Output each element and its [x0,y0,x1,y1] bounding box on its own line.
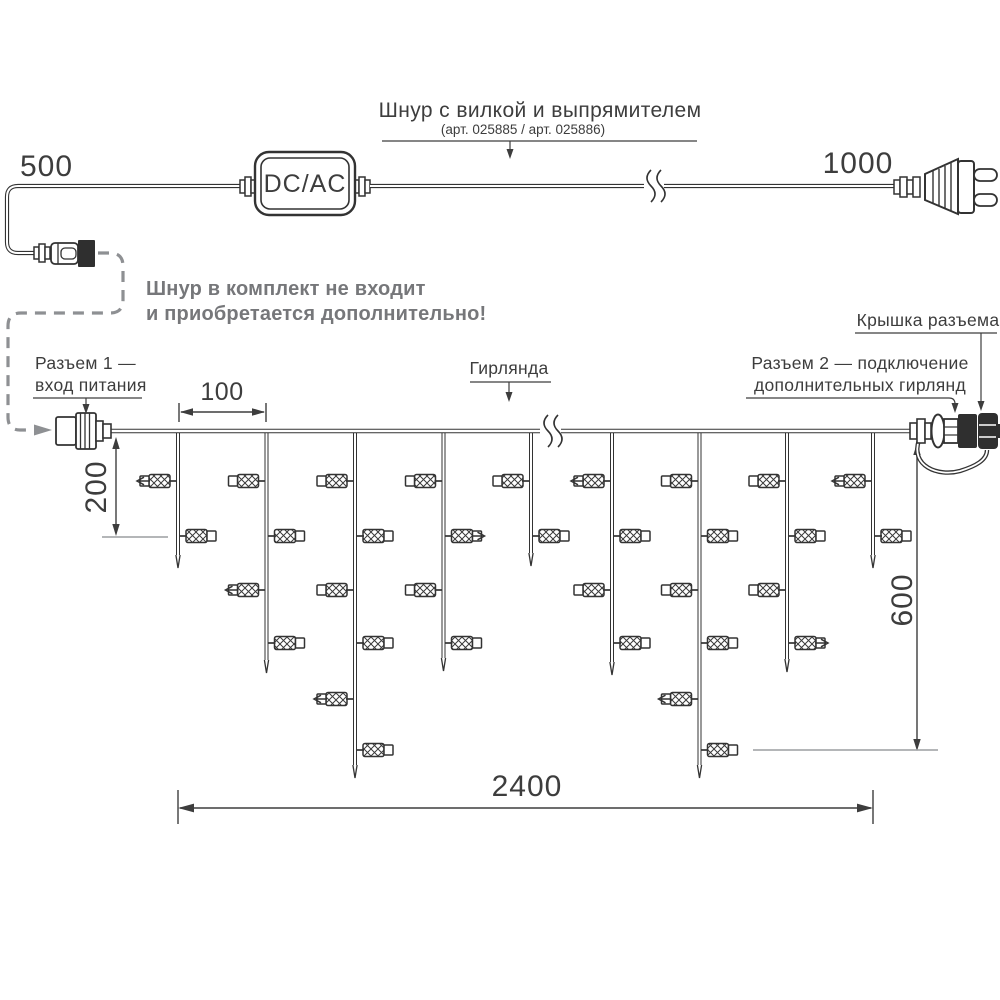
lamp-icon [671,475,692,488]
dimension-100 [179,378,266,422]
leader-arrow-icon [978,401,985,411]
dashed-arrow-icon [34,425,52,436]
lamp-cap [641,531,650,541]
note-line2: и приобретается дополнительно! [146,303,487,325]
cord-length-left: 500 [20,150,74,183]
lamp-cap [229,476,238,486]
connector2-label-line2: дополнительных гирлянд [753,375,967,395]
lamp-icon [186,530,207,543]
drop-tip [785,659,789,672]
lamp-icon [758,475,779,488]
lamp-icon [275,530,296,543]
lamp-cap [317,476,326,486]
drop-tip [264,660,268,673]
cable-500 [7,186,240,253]
dc-ac-converter [255,152,355,215]
cap-label: Крышка разъема [856,310,1000,330]
drop-tip [871,555,875,568]
arrow-left-icon [178,804,194,813]
lamp-icon [795,637,816,650]
arrow-up-icon [112,437,119,449]
leader-arrow-icon [952,403,959,413]
lamp-icon [275,637,296,650]
dim-600-value: 600 [886,573,919,627]
lamp-icon [671,693,692,706]
lamp-icon [620,530,641,543]
lamp-cap [816,531,825,541]
lamp-cap [406,476,415,486]
lamp-cap [384,638,393,648]
cord-connector-cap [78,240,95,267]
lamp-icon [415,475,436,488]
dim-2400-value: 2400 [491,770,563,803]
arrow-right-icon [857,804,873,813]
lamp-icon [363,637,384,650]
lamp-cap [729,745,738,755]
connector1-label-line2: вход питания [35,375,147,395]
lamp-cap [662,476,671,486]
lamp-cap [384,745,393,755]
lamp-icon [671,584,692,597]
connector-1 [56,413,111,449]
arrow-down-icon [112,524,119,536]
lamp-cap [729,638,738,648]
power-plug [894,159,997,214]
lamp-cap [493,476,502,486]
plug-prong [974,194,997,206]
garland-label: Гирлянда [469,358,549,378]
connector1-label-line1: Разъем 1 — [35,353,136,373]
lamp-icon [881,530,902,543]
lamp-cap [473,638,482,648]
lamp-icon [415,584,436,597]
strap-ring [932,415,945,448]
drop-tip [697,765,701,778]
lamp-cap [296,531,305,541]
lamp-icon [363,744,384,757]
dim-200-value: 200 [80,460,113,514]
lamp-cap [749,585,758,595]
drop-tip [529,553,533,566]
diagram-title: Шнур с вилкой и выпрямителем [378,99,702,122]
lamp-icon [844,475,865,488]
drop-tip [441,658,445,671]
lamp-cap [641,638,650,648]
lamp-icon [583,475,604,488]
dim-100-value: 100 [200,378,244,406]
lamp-icon [708,530,729,543]
lamp-cap [729,531,738,541]
lamp-icon [620,637,641,650]
lamp-icon [238,584,259,597]
lamp-icon [708,637,729,650]
lamp-cap [662,585,671,595]
diagram-subtitle: (арт. 025885 / арт. 025886) [440,122,606,137]
lamp-icon [583,584,604,597]
leader-arrow-icon [506,392,513,402]
lamp-icon [502,475,523,488]
garland-wire [108,415,914,447]
lamp-cap [207,531,216,541]
note-line1: Шнур в комплект не входит [146,278,426,300]
drop-tip [176,555,180,568]
leader-arrow-icon [507,149,514,159]
arrow-down-icon [913,739,920,751]
connector-cap [978,413,998,449]
cord-connector [34,240,95,267]
dashed-connection-path [8,253,123,430]
lamp-cap [560,531,569,541]
plug-prong [974,169,997,181]
lamp-icon [758,584,779,597]
annotations [20,99,999,414]
lamp-icon [149,475,170,488]
connector-2-assembly [910,413,1000,473]
lamp-cap [574,585,583,595]
lamp-icon [326,693,347,706]
lamp-cap [749,476,758,486]
converter-label: DC/AC [263,170,347,198]
lamp-cap [406,585,415,595]
lamp-icon [795,530,816,543]
dimension-600 [753,443,938,751]
lamp-cap [296,638,305,648]
dimension-2400 [178,770,873,824]
lamp-icon [326,584,347,597]
lamp-cap [384,531,393,541]
lamp-icon [452,637,473,650]
arrow-left-icon [180,408,193,416]
arrow-right-icon [252,408,265,416]
connector2-label-line1: Разъем 2 — подключение [751,353,969,373]
lamp-cap [902,531,911,541]
lamp-icon [539,530,560,543]
drop-tip [610,662,614,675]
lamp-cap [317,585,326,595]
lamp-icon [452,530,473,543]
cord-length-right: 1000 [822,147,894,180]
lamp-icon [708,744,729,757]
garland-drops [137,431,911,778]
lamp-icon [363,530,384,543]
connector-2-body [958,414,977,448]
lamp-icon [326,475,347,488]
lamp-icon [238,475,259,488]
drop-tip [353,765,357,778]
